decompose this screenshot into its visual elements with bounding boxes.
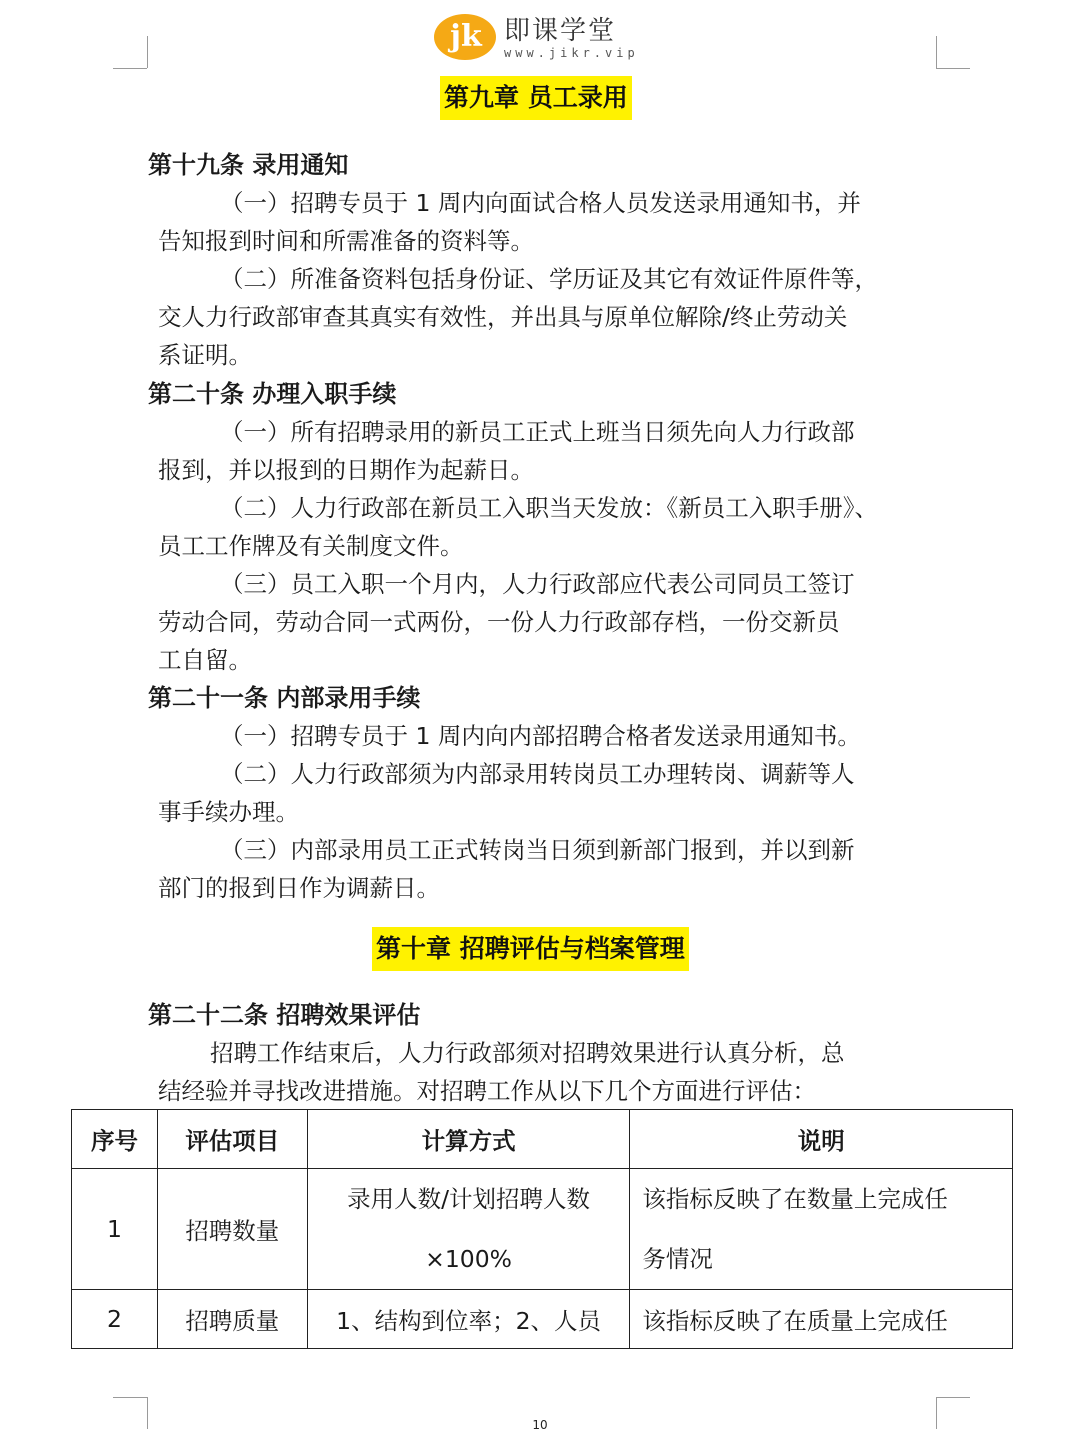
- crop-mark: [936, 36, 937, 68]
- table-cell-no: 1: [72, 1169, 158, 1290]
- crop-mark: [113, 68, 147, 69]
- table-header-cell: 说明: [630, 1110, 1013, 1169]
- article-heading: 第十九条 录用通知: [148, 151, 349, 179]
- paragraph-line: 事手续办理。: [158, 798, 299, 826]
- crop-mark: [936, 1397, 937, 1429]
- table-cell-item: 招聘数量: [157, 1169, 307, 1290]
- paragraph-line: （二）人力行政部在新员工入职当天发放：《新员工入职手册》、: [220, 494, 878, 522]
- chapter-title: 第九章 员工录用: [440, 76, 632, 120]
- table-cell-desc: 该指标反映了在质量上完成任: [630, 1290, 1013, 1349]
- article-heading: 第二十一条 内部录用手续: [148, 684, 421, 712]
- chapter-title: 第十章 招聘评估与档案管理: [372, 927, 689, 971]
- desc-line: 务情况: [642, 1245, 713, 1273]
- crop-mark: [936, 1397, 970, 1398]
- paragraph-line: （三）内部录用员工正式转岗当日须到新部门报到，并以到新: [220, 836, 855, 864]
- evaluation-table: [71, 1109, 1013, 1349]
- paragraph-line: （二）所准备资料包括身份证、学历证及其它有效证件原件等，: [220, 265, 878, 293]
- table-cell-no: 2: [72, 1290, 158, 1349]
- article-heading: 第二十条 办理入职手续: [148, 380, 397, 408]
- article-heading: 第二十二条 招聘效果评估: [148, 1001, 421, 1029]
- table-header-row: [72, 1110, 1013, 1169]
- paragraph-line: （一）招聘专员于 1 周内向内部招聘合格者发送录用通知书。: [220, 722, 861, 750]
- calc-line: ×100%: [425, 1245, 513, 1273]
- crop-mark: [936, 68, 970, 69]
- table-header-cell: 计算方式: [307, 1110, 630, 1169]
- calc-line: 录用人数/计划招聘人数: [347, 1185, 591, 1213]
- paragraph-line: 系证明。: [158, 341, 252, 369]
- paragraph-line: 结经验并寻找改进措施。对招聘工作从以下几个方面进行评估：: [158, 1077, 816, 1105]
- paragraph-line: 工自留。: [158, 646, 252, 674]
- table-cell-calc: [307, 1169, 630, 1290]
- table-cell-calc: 1、结构到位率；2、人员: [307, 1290, 630, 1349]
- desc-line: 该指标反映了在数量上完成任: [642, 1185, 948, 1213]
- table-header-cell: 评估项目: [157, 1110, 307, 1169]
- table-cell-desc: [630, 1169, 1013, 1290]
- paragraph-line: （二）人力行政部须为内部录用转岗员工办理转岗、调薪等人: [220, 760, 855, 788]
- page-number: 10: [532, 1418, 548, 1432]
- logo-url: www.jikr.vip: [504, 46, 639, 60]
- paragraph-line: 员工工作牌及有关制度文件。: [158, 532, 464, 560]
- brand-logo: [434, 14, 654, 64]
- logo-badge-icon: [434, 14, 496, 60]
- table-row: [72, 1169, 1013, 1290]
- paragraph-line: 交人力行政部审查其真实有效性，并出具与原单位解除/终止劳动关: [158, 303, 848, 331]
- table-cell-item: 招聘质量: [157, 1290, 307, 1349]
- crop-mark: [147, 1397, 148, 1429]
- paragraph-line: （一）所有招聘录用的新员工正式上班当日须先向人力行政部: [220, 418, 855, 446]
- table-header-cell: 序号: [72, 1110, 158, 1169]
- logo-name: 即课学堂: [504, 16, 617, 46]
- table-row: [72, 1290, 1013, 1349]
- paragraph-line: （三）员工入职一个月内，人力行政部应代表公司同员工签订: [220, 570, 855, 598]
- crop-mark: [147, 36, 148, 68]
- logo-badge-text: jk: [450, 19, 482, 54]
- paragraph-line: 部门的报到日作为调薪日。: [158, 874, 440, 902]
- paragraph-line: 告知报到时间和所需准备的资料等。: [158, 227, 534, 255]
- paragraph-line: 招聘工作结束后，人力行政部须对招聘效果进行认真分析，总: [210, 1039, 845, 1067]
- paragraph-line: 报到，并以报到的日期作为起薪日。: [158, 456, 534, 484]
- crop-mark: [113, 1397, 147, 1398]
- paragraph-line: （一）招聘专员于 1 周内向面试合格人员发送录用通知书，并: [220, 189, 861, 217]
- paragraph-line: 劳动合同，劳动合同一式两份，一份人力行政部存档，一份交新员: [158, 608, 840, 636]
